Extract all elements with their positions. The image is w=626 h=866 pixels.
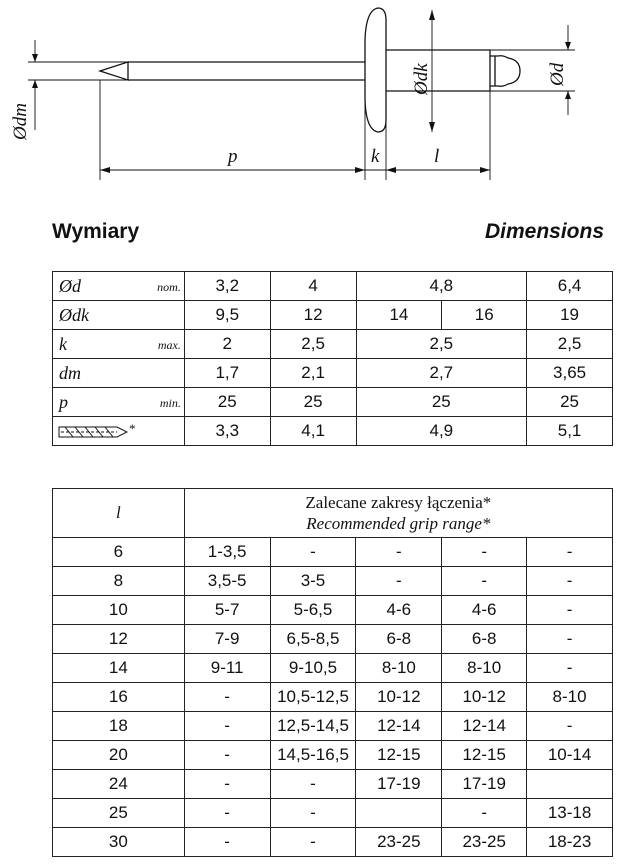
- mandrel-shaft: [128, 62, 365, 80]
- grip-cell: 23-25: [442, 828, 527, 857]
- row-symbol: dm: [59, 362, 81, 383]
- table-row: [53, 741, 613, 770]
- value-cell: 6,4: [527, 272, 613, 301]
- grip-cell: 3,5-5: [184, 567, 270, 596]
- grip-title-pl: Zalecane zakresy łączenia*: [305, 493, 492, 512]
- grip-cell: 1-3,5: [184, 538, 270, 567]
- value-cell: 3,2: [184, 272, 270, 301]
- symbol-cell: [53, 417, 185, 446]
- grip-cell: -: [527, 538, 613, 567]
- grip-cell: 10-12: [356, 683, 442, 712]
- row-symbol: Ødk: [59, 304, 89, 325]
- value-cell: 5,1: [527, 417, 613, 446]
- grip-cell: -: [184, 741, 270, 770]
- row-symbol: k: [59, 333, 67, 354]
- value-cell: 2,5: [270, 330, 356, 359]
- grip-cell: 12-15: [442, 741, 527, 770]
- grip-cell: 17-19: [442, 770, 527, 799]
- row-symbol: Ød: [59, 275, 81, 296]
- value-cell: 12: [270, 301, 356, 330]
- grip-cell: 6-8: [356, 625, 442, 654]
- grip-cell: 12,5-14,5: [270, 712, 356, 741]
- length-cell: 14: [53, 654, 185, 683]
- symbol-cell: [53, 359, 185, 388]
- header-title: [184, 489, 612, 538]
- length-cell: 30: [53, 828, 185, 857]
- table-row: [53, 388, 613, 417]
- value-cell: 19: [527, 301, 613, 330]
- table-row: [53, 625, 613, 654]
- label-d: Ød: [547, 62, 568, 86]
- grip-cell: -: [184, 683, 270, 712]
- grip-cell: 5-7: [184, 596, 270, 625]
- grip-cell: 7-9: [184, 625, 270, 654]
- value-cell: 2,7: [356, 359, 527, 388]
- rivet-body: [386, 50, 490, 91]
- grip-cell: 5-6,5: [270, 596, 356, 625]
- length-cell: 18: [53, 712, 185, 741]
- grip-cell: -: [442, 799, 527, 828]
- table-header-row: [53, 489, 613, 538]
- length-cell: 24: [53, 770, 185, 799]
- table-row: [53, 301, 613, 330]
- length-cell: 25: [53, 799, 185, 828]
- table-row: [53, 330, 613, 359]
- grip-cell: 23-25: [356, 828, 442, 857]
- grip-cell: 10-14: [527, 741, 613, 770]
- value-cell: 25: [527, 388, 613, 417]
- grip-cell: -: [270, 538, 356, 567]
- grip-cell: -: [527, 596, 613, 625]
- header-l: l: [53, 489, 185, 538]
- row-qualifier: min.: [159, 396, 181, 410]
- grip-cell: -: [356, 538, 442, 567]
- grip-cell: -: [270, 828, 356, 857]
- label-dk: Ødk: [411, 63, 432, 95]
- table-row: [53, 359, 613, 388]
- value-cell: 3,65: [527, 359, 613, 388]
- label-p: p: [228, 146, 238, 167]
- value-cell: 2,5: [527, 330, 613, 359]
- table-row: [53, 683, 613, 712]
- grip-cell: 12-14: [442, 712, 527, 741]
- grip-cell: -: [442, 538, 527, 567]
- grip-cell: 10-12: [442, 683, 527, 712]
- grip-cell: -: [527, 625, 613, 654]
- grip-cell: 8-10: [356, 654, 442, 683]
- mandrel-tip: [100, 62, 128, 80]
- grip-range-table: [52, 488, 613, 857]
- value-cell: 2,5: [356, 330, 527, 359]
- length-cell: 6: [53, 538, 185, 567]
- value-cell: 16: [442, 301, 527, 330]
- grip-cell: 9-10,5: [270, 654, 356, 683]
- heading-dimensions: Dimensions: [484, 220, 604, 243]
- grip-cell: 6,5-8,5: [270, 625, 356, 654]
- value-cell: 25: [270, 388, 356, 417]
- grip-cell: -: [270, 799, 356, 828]
- value-cell: 25: [184, 388, 270, 417]
- grip-cell: -: [527, 712, 613, 741]
- grip-cell: 13-18: [527, 799, 613, 828]
- rivet-drawing: [0, 0, 626, 200]
- length-cell: 20: [53, 741, 185, 770]
- grip-cell: 17-19: [356, 770, 442, 799]
- value-cell: 9,5: [184, 301, 270, 330]
- value-cell: 4,1: [270, 417, 356, 446]
- drill-asterisk: *: [129, 421, 136, 436]
- grip-cell: -: [270, 770, 356, 799]
- dimensions-table: [52, 271, 613, 446]
- grip-cell: [356, 799, 442, 828]
- grip-cell: 3-5: [270, 567, 356, 596]
- grip-cell: -: [442, 567, 527, 596]
- value-cell: 14: [356, 301, 442, 330]
- table-row: [53, 770, 613, 799]
- grip-cell: 9-11: [184, 654, 270, 683]
- grip-cell: -: [527, 567, 613, 596]
- length-cell: 16: [53, 683, 185, 712]
- table-row: [53, 712, 613, 741]
- grip-cell: -: [527, 654, 613, 683]
- table-row: [53, 799, 613, 828]
- symbol-cell: [53, 388, 185, 417]
- value-cell: 4,9: [356, 417, 527, 446]
- table-row: [53, 272, 613, 301]
- grip-cell: 14,5-16,5: [270, 741, 356, 770]
- symbol-cell: [53, 330, 185, 359]
- drill-bit-icon: [57, 425, 129, 439]
- grip-cell: -: [184, 799, 270, 828]
- value-cell: 1,7: [184, 359, 270, 388]
- table-row: [53, 596, 613, 625]
- value-cell: 3,3: [184, 417, 270, 446]
- label-l: l: [434, 146, 440, 167]
- symbol-cell: [53, 301, 185, 330]
- value-cell: 4: [270, 272, 356, 301]
- grip-cell: 8-10: [442, 654, 527, 683]
- grip-cell: -: [184, 712, 270, 741]
- table-row: [53, 828, 613, 857]
- label-dm: Ødm: [10, 103, 31, 140]
- grip-cell: -: [184, 828, 270, 857]
- length-cell: 10: [53, 596, 185, 625]
- grip-table-body: [53, 538, 613, 857]
- heading-wymiary: Wymiary: [52, 220, 140, 243]
- grip-cell: -: [356, 567, 442, 596]
- value-cell: 2,1: [270, 359, 356, 388]
- grip-cell: 10,5-12,5: [270, 683, 356, 712]
- grip-cell: 12-15: [356, 741, 442, 770]
- grip-cell: 8-10: [527, 683, 613, 712]
- grip-title-en: Recommended grip range*: [306, 514, 491, 533]
- row-qualifier: nom.: [157, 280, 181, 294]
- grip-cell: 4-6: [442, 596, 527, 625]
- grip-cell: 4-6: [356, 596, 442, 625]
- grip-cell: -: [184, 770, 270, 799]
- label-k: k: [371, 146, 380, 167]
- grip-cell: 12-14: [356, 712, 442, 741]
- length-cell: 8: [53, 567, 185, 596]
- grip-cell: 18-23: [527, 828, 613, 857]
- grip-cell: [527, 770, 613, 799]
- table-row: [53, 538, 613, 567]
- value-cell: 4,8: [356, 272, 527, 301]
- table-row: [53, 417, 613, 446]
- rivet-head: [365, 8, 386, 132]
- grip-cell: 6-8: [442, 625, 527, 654]
- length-cell: 12: [53, 625, 185, 654]
- value-cell: 2: [184, 330, 270, 359]
- row-symbol: p: [59, 391, 68, 412]
- symbol-cell: [53, 272, 185, 301]
- row-qualifier: max.: [157, 338, 181, 352]
- table-row: [53, 654, 613, 683]
- value-cell: 25: [356, 388, 527, 417]
- table-row: [53, 567, 613, 596]
